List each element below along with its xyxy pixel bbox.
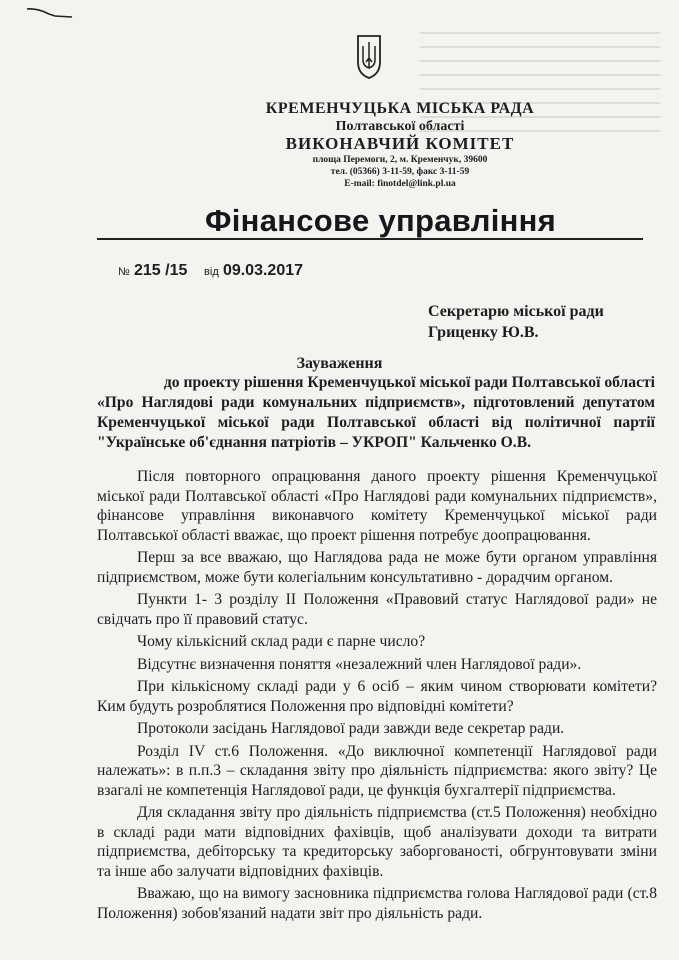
- header-divider: [97, 238, 643, 240]
- document-date: 09.03.2017: [222, 262, 304, 279]
- department-title: Фінансове управління: [205, 203, 557, 238]
- body-paragraph: Після повторного опрацювання даного проекту рішення Кременчуцької міської ради Полтавської області «Про Наглядові ради комунальних підприємств», фінансове управління виконавчого комітету Кременчуцької міської ради Полтавської області вважає, що проект рішення потребує доопрацювання.: [97, 468, 657, 544]
- body-paragraph: Чому кількісний склад ради є парне число?: [137, 633, 426, 650]
- council-name: КРЕМЕНЧУЦЬКА МІСЬКА РАДА: [265, 100, 535, 117]
- document-title: Зауваження: [296, 355, 383, 372]
- addressee-block: [428, 301, 604, 343]
- document-subject: [97, 373, 655, 453]
- committee-name: ВИКОНАВЧИЙ КОМІТЕТ: [285, 134, 515, 153]
- body-paragraph: Пункти 1- 3 розділу ІІ Положення «Правовий статус Наглядової ради» не свідчать про її правовий статус.: [97, 591, 657, 628]
- subject-line: до проекту рішення Кременчуцької міської ради Полтавської області: [163, 374, 655, 391]
- subject-line: "Українське об'єднання патріотів – УКРОП" Кальченко О.В.: [97, 434, 531, 451]
- phone-line: тел. (05366) 3-11-59, факс 3-11-59: [330, 167, 470, 177]
- pen-mark: [25, 5, 75, 19]
- address-line: площа Перемоги, 2, м. Кременчук, 39600: [312, 155, 488, 165]
- body-paragraph: Для складання звіту про діяльність підприємства (ст.5 Положення) необхідно в складі ради мати відповідних фахівців, щоб аналізувати доходи та витрати підприємства, дебіторську та кредиторську заборгованості, обгрунтовувати зміни та інше або залучати відповідних фахівців.: [97, 804, 657, 880]
- body-paragraph: Розділ IV ст.6 Положення. «До виключної компетенції Наглядової ради належать»: в п.п.3 – складання звіту про діяльність підприємства: якого звіту? Це взагалі не компетенція Наглядової ради, це функція бухгалтерії підприємства.: [97, 742, 657, 799]
- subject-line: Кременчуцької міської ради Полтавської області від політичної партії: [97, 414, 655, 431]
- subject-line: «Про Наглядові ради комунальних підприємств», підготовлений депутатом: [97, 394, 655, 411]
- document-number: 215 /15: [133, 262, 188, 279]
- document-body: [97, 467, 657, 926]
- addressee-position: Секретарю міської ради: [428, 303, 604, 320]
- email-line: E-mail: finotdel@link.pl.ua: [344, 179, 456, 189]
- number-label: №: [118, 266, 130, 278]
- body-paragraph: При кількісному складі ради у 6 осіб – яким чином створювати комітети? Ким будуть розроблятися Положення про відповідні комітети?: [97, 678, 657, 715]
- body-paragraph: Вважаю, що на вимогу засновника підприємства голова Наглядової ради (ст.8 Положення) зобов'язаний надати звіт про діяльність ради.: [97, 885, 657, 922]
- reference-line: [118, 262, 303, 280]
- coat-of-arms-icon: [355, 32, 383, 80]
- body-paragraph: Відсутнє визначення поняття «незалежний член Наглядової ради».: [137, 655, 582, 673]
- oblast-name: Полтавської області: [335, 119, 465, 134]
- body-paragraph: Перш за все вважаю, що Наглядова рада не може бути органом управління підприємством, може бути колегіальним консультативно - дорадчим органом.: [97, 549, 657, 586]
- body-paragraph: Протоколи засідань Наглядової ради завжди веде секретар ради.: [137, 720, 565, 737]
- addressee-name: Гриценку Ю.В.: [428, 324, 539, 341]
- date-label: від: [204, 266, 219, 278]
